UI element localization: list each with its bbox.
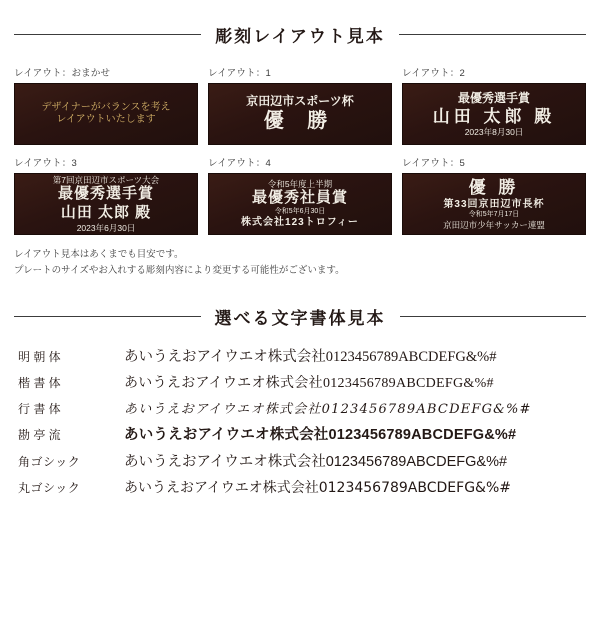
- layout-sample-cell: [402, 155, 586, 235]
- layout-sample-label: レイアウト：2: [402, 68, 465, 79]
- heading-rule-left: [14, 316, 201, 317]
- layout-section-heading: [14, 22, 586, 47]
- plate-line: 令和5年6月30日: [274, 208, 326, 216]
- plate-line: 第7回京田辺市スポーツ大会: [52, 174, 160, 185]
- plate-line: 最優秀社員賞: [251, 189, 348, 207]
- font-sample-text-kakugo: あいうえおアイウエオ株式会社0123456789ABCDEFG&%#: [124, 454, 508, 471]
- plate-line: 京田辺市スポーツ杯: [246, 94, 354, 108]
- plate-line: 京田辺市少年サッカー連盟: [443, 219, 545, 230]
- font-section-heading: [14, 304, 586, 329]
- layout-sample-cell: [14, 65, 198, 145]
- plate-line: 株式会社123トロフィー: [241, 216, 359, 228]
- layout-sample-label: レイアウト：おまかせ: [14, 68, 111, 79]
- plate-line: 最優秀選手賞: [57, 185, 154, 203]
- font-name-kakugo: 角ゴシック: [18, 455, 81, 470]
- plate-line: 優 勝: [468, 178, 520, 198]
- layout-sample-label: レイアウト：4: [208, 158, 271, 169]
- layout-sample-label: レイアウト：3: [14, 158, 77, 169]
- font-sample-text-kantei: あいうえおアイウエオ株式会社0123456789ABCDEFG&%#: [124, 427, 517, 444]
- heading-rule-right: [400, 316, 587, 317]
- heading-rule-left: [14, 34, 201, 35]
- font-sample-row: [18, 372, 582, 392]
- plate-line: 山田 太郎 殿: [60, 204, 152, 221]
- font-sample-row: [18, 398, 582, 417]
- font-sample-table: [14, 345, 586, 497]
- engraving-plate: [14, 83, 198, 145]
- engraving-plate: [402, 173, 586, 235]
- plate-line: レイアウトいたします: [56, 114, 156, 125]
- font-sample-text-mincho: あいうえおアイウエオ株式会社0123456789ABCDEFG&%#: [124, 349, 497, 366]
- font-sample-row: [18, 345, 582, 366]
- layout-sample-cell: [208, 155, 392, 235]
- plate-line: 令和5年度上半期: [267, 178, 333, 189]
- font-name-gyosho: 行 書 体: [18, 402, 61, 417]
- plate-line: 2023年6月30日: [76, 222, 136, 233]
- plate-line: デザイナーがバランスを考え: [41, 101, 171, 113]
- font-name-marugo: 丸ゴシック: [18, 481, 81, 496]
- layout-sample-label: レイアウト：5: [402, 158, 465, 169]
- font-sample-text-marugo: あいうえおアイウエオ株式会社0123456789ABCDEFG&%#: [124, 480, 511, 497]
- plate-line: 第33回京田辺市長杯: [443, 198, 545, 210]
- layout-section-title: 彫刻レイアウト見本: [215, 27, 385, 46]
- plate-line: 山田 太郎 殿: [432, 106, 556, 126]
- layout-notes: [14, 247, 586, 278]
- layout-sample-cell: [14, 155, 198, 235]
- font-sample-row: [18, 423, 582, 444]
- layout-note-line: プレートのサイズやお入れする彫刻内容により変更する可能性がございます。: [14, 264, 345, 276]
- font-sample-row: [18, 477, 582, 497]
- font-name-kantei: 勘 亭 流: [18, 428, 61, 443]
- engraving-plate: [14, 173, 198, 235]
- page-root: [0, 22, 600, 622]
- font-name-mincho: 明 朝 体: [18, 350, 61, 365]
- plate-line: 令和5年7月17日: [468, 211, 520, 219]
- font-name-kaisho: 楷 書 体: [18, 376, 61, 391]
- layout-sample-label: レイアウト：1: [208, 68, 271, 79]
- font-sample-text-gyosho: あいうえおアイウエオ株式会社0123456789ABCDEFG&%#: [124, 402, 532, 418]
- plate-line: 2023年8月30日: [464, 126, 524, 137]
- engraving-plate: [402, 83, 586, 145]
- font-sample-text-kaisho: あいうえおアイウエオ株式会社0123456789ABCDEFG&%#: [124, 376, 494, 392]
- font-section-title: 選べる文字書体見本: [214, 309, 386, 329]
- layout-sample-cell: [208, 65, 392, 145]
- layout-note-line: レイアウト見本はあくまでも目安です。: [14, 249, 184, 260]
- layout-sample-grid: [14, 65, 586, 235]
- plate-line: 優 勝: [263, 110, 337, 132]
- engraving-plate: [208, 173, 392, 235]
- layout-sample-cell: [402, 65, 586, 145]
- heading-rule-right: [399, 34, 586, 35]
- plate-line: 最優秀選手賞: [457, 90, 530, 105]
- engraving-plate: [208, 83, 392, 145]
- font-sample-row: [18, 450, 582, 471]
